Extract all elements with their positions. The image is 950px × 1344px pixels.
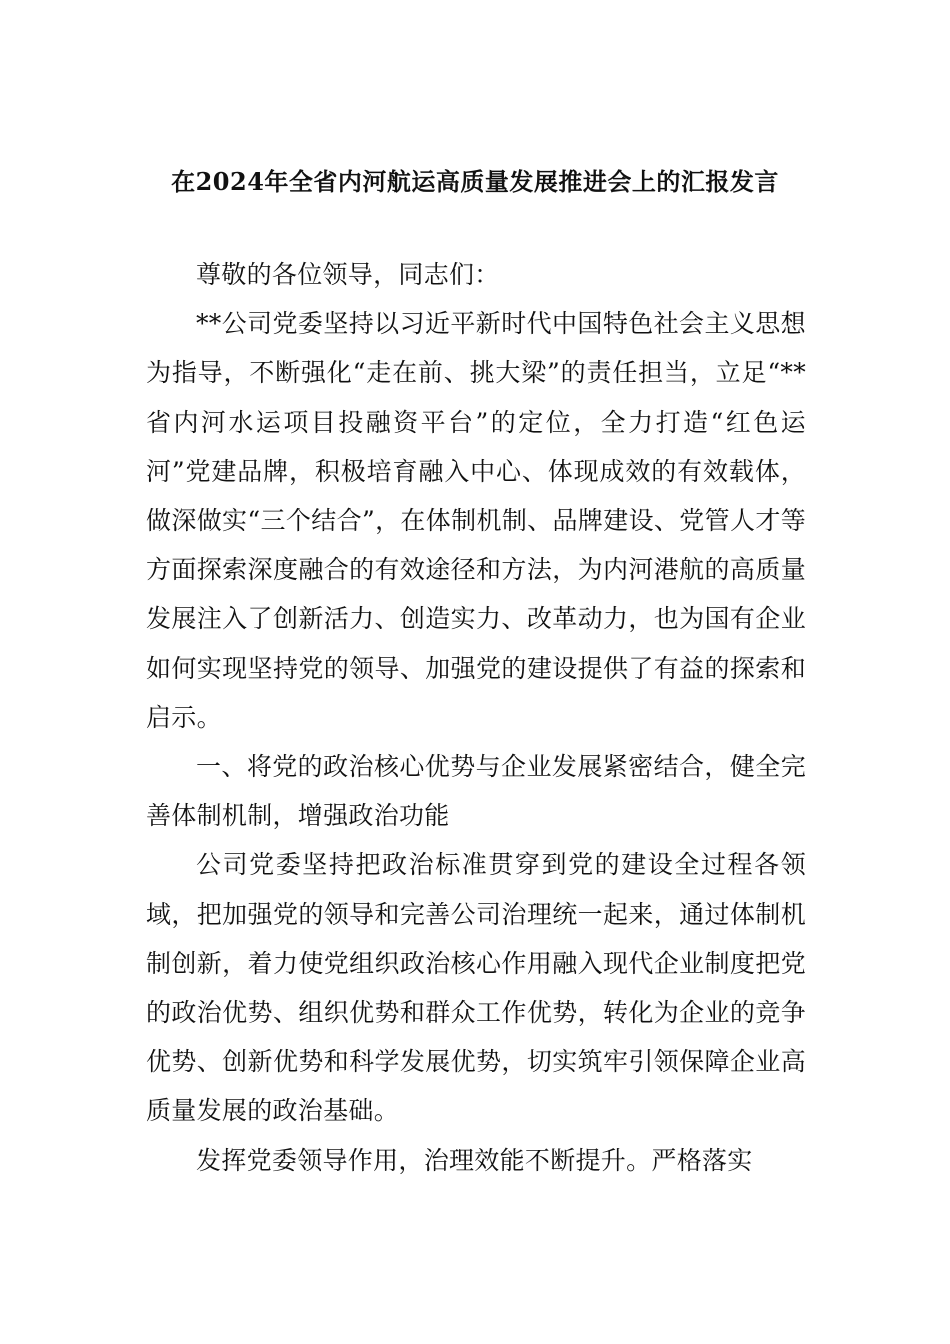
document-title: 在2024年全省内河航运高质量发展推进会上的汇报发言 — [171, 167, 779, 196]
document-body — [146, 250, 806, 1185]
intro-paragraph: **公司党委坚持以习近平新时代中国特色社会主义思想为指导，不断强化“走在前、挑大梁”的责任担当，立足“**省内河水运项目投融资平台”的定位，全力打造“红色运河”党建品牌，积极培育融入中心、体现成效的有效载体，做深做实“三个结合”，在体制机制、品牌建设、党管人才等方面探索深度融合的有效途径和方法，为内河港航的高质量发展注入了创新活力、创造实力、改革动力，也为国有企业如何实现坚持党的领导、加强党的建设提供了有益的探索和启示。 — [146, 309, 806, 732]
body-paragraph: 公司党委坚持把政治标准贯穿到党的建设全过程各领域，把加强党的领导和完善公司治理统一起来，通过体制机制创新，着力使党组织政治核心作用融入现代企业制度把党的政治优势、组织优势和群众工作优势，转化为企业的竞争优势、创新优势和科学发展优势，切实筑牢引领保障企业高质量发展的政治基础。 — [146, 850, 806, 1126]
body-paragraph-continued: 发挥党委领导作用，治理效能不断提升。严格落实 — [196, 1145, 753, 1175]
section-heading: 一、将党的政治核心优势与企业发展紧密结合，健全完善体制机制，增强政治功能 — [146, 752, 806, 831]
salutation-paragraph: 尊敬的各位领导，同志们： — [196, 260, 500, 289]
